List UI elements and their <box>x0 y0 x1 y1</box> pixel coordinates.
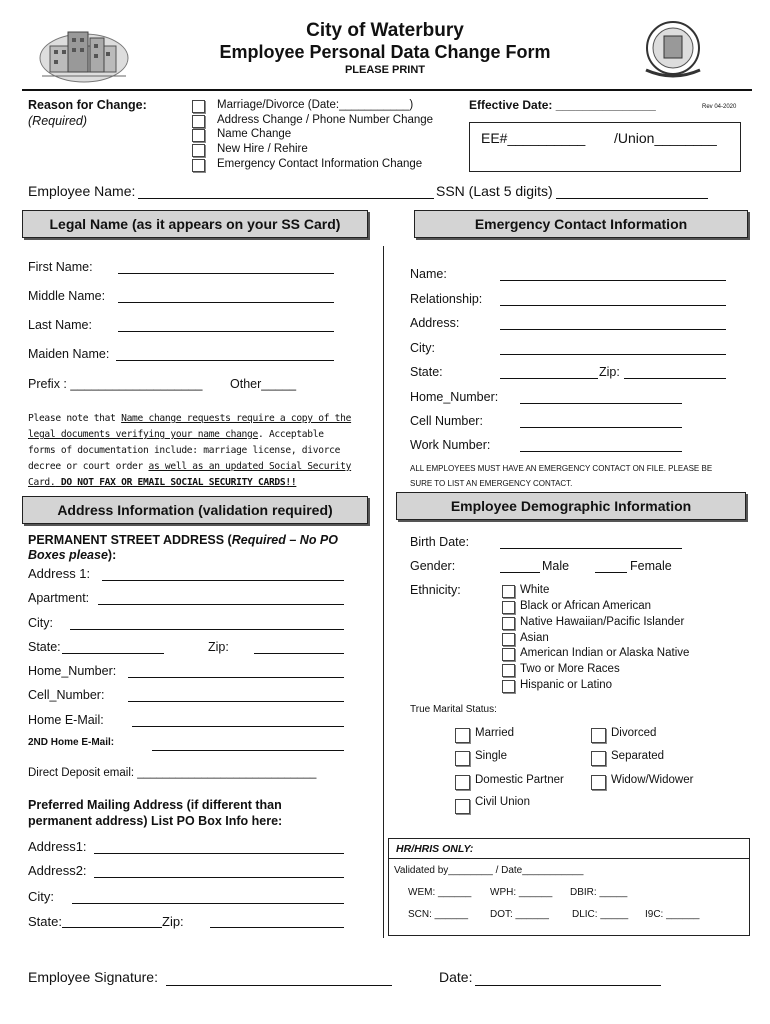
city-field[interactable] <box>70 629 344 630</box>
ethnicity-option: Asian <box>520 632 549 644</box>
marital-option: Single <box>475 750 507 762</box>
hr-dlic-field[interactable]: DLIC: _____ <box>572 909 629 920</box>
ethnicity-option: American Indian or Alaska Native <box>520 647 690 659</box>
hr-scn-field[interactable]: SCN: ______ <box>408 909 469 920</box>
first-name-field[interactable] <box>118 273 334 274</box>
ec-notice: ALL EMPLOYEES MUST HAVE AN EMERGENCY CONTACT ON FILE. PLEASE BE SURE TO LIST AN EMERGENCY CONTACT. <box>410 464 713 488</box>
note-text: . Acceptable forms of documentation include: marriage license, divorce decree or court order <box>28 429 341 472</box>
second-email-label: 2ND Home E-Mail: <box>28 737 115 748</box>
cell-number-label: Cell_Number: <box>28 688 105 702</box>
form-subtitle: Employee Personal Data Change Form <box>219 42 551 62</box>
ethnicity-checkbox-asian[interactable] <box>502 633 515 646</box>
preferred-address2-field[interactable] <box>94 877 344 878</box>
marital-option: Separated <box>611 750 665 762</box>
marital-checkbox-separated[interactable] <box>591 751 606 766</box>
maiden-name-field[interactable] <box>116 360 334 361</box>
permanent-text: ): <box>107 548 117 562</box>
note-link-legal-docs: Name change requests require a copy of the legal documents verifying your name change <box>28 413 352 440</box>
print-note: PLEASE PRINT <box>344 64 426 76</box>
last-name-field[interactable] <box>118 331 334 332</box>
marital-checkbox-domestic-partner[interactable] <box>455 775 470 790</box>
ethnicity-checkbox-two-or-more[interactable] <box>502 664 515 677</box>
other-field[interactable]: Other_____ <box>230 377 297 391</box>
hr-wem-field[interactable]: WEM: ______ <box>408 887 472 898</box>
ec-state-label: State: <box>410 365 443 379</box>
ec-state-field[interactable] <box>500 378 598 379</box>
gender-male-field[interactable] <box>500 572 540 573</box>
ee-number-field[interactable]: EE#__________ <box>481 130 586 146</box>
marital-checkbox-widow[interactable] <box>591 775 606 790</box>
reason-option: Name Change <box>217 128 292 140</box>
ec-cell-number-label: Cell Number: <box>410 414 483 428</box>
city-label: City: <box>28 616 53 630</box>
ethnicity-option: Native Hawaiian/Pacific Islander <box>520 616 685 628</box>
ec-zip-field[interactable] <box>624 378 726 379</box>
preferred-zip-label: Zip: <box>162 914 184 929</box>
ec-relationship-label: Relationship: <box>410 292 483 306</box>
birth-date-label: Birth Date: <box>410 535 470 549</box>
ethnicity-checkbox-hispanic[interactable] <box>502 680 515 693</box>
preferred-state-label: State: <box>28 914 62 929</box>
preferred-address1-field[interactable] <box>94 853 344 854</box>
ec-cell-number-field[interactable] <box>520 427 682 428</box>
first-name-label: First Name: <box>28 260 93 274</box>
apartment-label: Apartment: <box>28 591 90 605</box>
preferred-city-field[interactable] <box>72 903 344 904</box>
hr-only-header-rule <box>388 858 750 859</box>
birth-date-field[interactable] <box>500 548 682 549</box>
reason-checkbox-newhire[interactable] <box>192 144 205 157</box>
hr-dbir-field[interactable]: DBIR: _____ <box>570 887 628 898</box>
permanent-text: PERMANENT STREET ADDRESS ( <box>28 533 232 547</box>
ssn-label: SSN (Last 5 digits) <box>436 183 553 199</box>
prefix-field[interactable]: Prefix : ___________________ <box>28 377 203 391</box>
home-number-label: Home_Number: <box>28 664 117 678</box>
marital-checkbox-married[interactable] <box>455 728 470 743</box>
effective-date-label[interactable]: Effective Date: _______________ <box>469 98 656 112</box>
preferred-zip-field[interactable] <box>210 927 344 928</box>
direct-deposit-field[interactable]: Direct Deposit email: ____________________________ <box>28 767 317 779</box>
ethnicity-checkbox-white[interactable] <box>502 585 515 598</box>
employee-signature-field[interactable] <box>166 985 392 986</box>
middle-name-field[interactable] <box>118 302 334 303</box>
ethnicity-checkbox-american-indian[interactable] <box>502 648 515 661</box>
address1-field[interactable] <box>102 580 344 581</box>
name-change-note <box>28 411 354 491</box>
marital-option: Civil Union <box>475 796 530 808</box>
signature-date-label: Date: <box>439 969 473 985</box>
marital-option: Married <box>475 727 514 739</box>
preferred-state-field[interactable] <box>62 927 162 928</box>
permanent-address-label <box>28 533 358 563</box>
header-rule <box>22 89 752 91</box>
ec-home-number-field[interactable] <box>520 403 682 404</box>
reason-checkbox-emergency[interactable] <box>192 159 205 172</box>
reason-checkbox-name[interactable] <box>192 129 205 142</box>
ec-work-number-label: Work Number: <box>410 438 491 452</box>
hr-i9c-field[interactable]: I9C: ______ <box>645 909 700 920</box>
apartment-field[interactable] <box>98 604 344 605</box>
gender-female-label: Female <box>630 559 672 573</box>
address1-label: Address 1: <box>28 566 91 581</box>
marital-option: Widow/Widower <box>611 774 694 786</box>
ec-name-label: Name: <box>410 267 447 281</box>
home-number-field[interactable] <box>128 677 344 678</box>
reason-checkbox-marriage[interactable] <box>192 100 205 113</box>
ec-work-number-field[interactable] <box>520 451 682 452</box>
employee-name-field[interactable] <box>138 198 434 199</box>
reason-option: Marriage/Divorce (Date:___________) <box>217 99 414 111</box>
reason-checkbox-address[interactable] <box>192 115 205 128</box>
preferred-address2-label: Address2: <box>28 863 87 878</box>
city-seal-logo <box>638 18 708 82</box>
column-divider <box>383 246 384 938</box>
middle-name-label: Middle Name: <box>28 289 106 303</box>
preferred-address1-label: Address1: <box>28 839 87 854</box>
marital-option: Divorced <box>611 727 657 739</box>
ec-relationship-field[interactable] <box>500 305 726 306</box>
ethnicity-checkbox-black[interactable] <box>502 601 515 614</box>
permanent-required: Required – No PO Boxes please <box>28 533 338 562</box>
ethnicity-checkbox-hawaiian[interactable] <box>502 617 515 630</box>
note-link-ss-card: as well as an updated Social Security Card. <box>28 461 352 488</box>
ethnicity-label: Ethnicity: <box>410 583 461 597</box>
marital-checkbox-divorced[interactable] <box>591 728 606 743</box>
employee-name-label: Employee Name: <box>28 183 136 199</box>
zip-label: Zip: <box>208 640 229 654</box>
marital-option: Domestic Partner <box>475 774 564 786</box>
cell-number-field[interactable] <box>128 701 344 702</box>
ssn-field[interactable] <box>556 198 708 199</box>
home-email-field[interactable] <box>132 726 344 727</box>
page-title: City of Waterbury <box>306 20 464 41</box>
hr-validated-field[interactable]: Validated by________ / Date___________ <box>394 865 584 876</box>
reason-option: New Hire / Rehire <box>217 143 308 155</box>
reason-option: Emergency Contact Information Change <box>217 158 423 170</box>
marital-checkbox-civil-union[interactable] <box>455 799 470 814</box>
marital-checkbox-single[interactable] <box>455 751 470 766</box>
gender-female-field[interactable] <box>595 572 627 573</box>
revision-label: Rev 04-2020 <box>702 104 737 110</box>
reason-label: Reason for Change: <box>28 98 147 112</box>
reason-required: (Required) <box>28 114 88 128</box>
last-name-label: Last Name: <box>28 318 92 332</box>
address-heading: Address Information (validation required) <box>22 496 368 524</box>
signature-date-field[interactable] <box>475 985 661 986</box>
hr-only-heading: HR/HRIS ONLY: <box>396 843 474 855</box>
ethnicity-option: Two or More Races <box>520 663 620 675</box>
preferred-mailing-label: Preferred Mailing Address (if different than permanent address) List PO Box Info here: <box>28 798 283 828</box>
ec-zip-label: Zip: <box>599 365 620 379</box>
hr-wph-field[interactable]: WPH: ______ <box>490 887 553 898</box>
ec-city-field[interactable] <box>500 354 726 355</box>
ec-name-field[interactable] <box>500 280 726 281</box>
gender-male-label: Male <box>542 559 570 573</box>
ec-address-field[interactable] <box>500 329 726 330</box>
legal-name-heading: Legal Name (as it appears on your SS Card) <box>22 210 368 238</box>
note-warning: DO NOT FAX OR EMAIL SOCIAL SECURITY CARDS!! <box>55 477 297 488</box>
ethnicity-option: White <box>520 584 550 596</box>
gender-label: Gender: <box>410 559 456 573</box>
note-text: Please note that <box>28 413 122 424</box>
zip-field[interactable] <box>254 653 344 654</box>
union-field[interactable]: /Union________ <box>614 130 717 146</box>
second-email-field[interactable] <box>152 750 344 751</box>
ethnicity-option: Hispanic or Latino <box>520 679 613 691</box>
maiden-name-label: Maiden Name: <box>28 347 110 361</box>
home-email-label: Home E-Mail: <box>28 713 104 727</box>
ec-home-number-label: Home_Number: <box>410 390 499 404</box>
hr-dot-field[interactable]: DOT: ______ <box>490 909 549 920</box>
preferred-city-label: City: <box>28 889 54 904</box>
emergency-heading: Emergency Contact Information <box>414 210 748 238</box>
demographic-heading: Employee Demographic Information <box>396 492 746 520</box>
ethnicity-option: Black or African American <box>520 600 652 612</box>
marital-status-label: True Marital Status: <box>410 704 497 715</box>
state-label: State: <box>28 640 61 654</box>
state-field[interactable] <box>62 653 164 654</box>
ec-address-label: Address: <box>410 316 460 330</box>
employee-signature-label: Employee Signature: <box>28 969 158 985</box>
ec-city-label: City: <box>410 341 435 355</box>
reason-option: Address Change / Phone Number Change <box>217 114 434 126</box>
